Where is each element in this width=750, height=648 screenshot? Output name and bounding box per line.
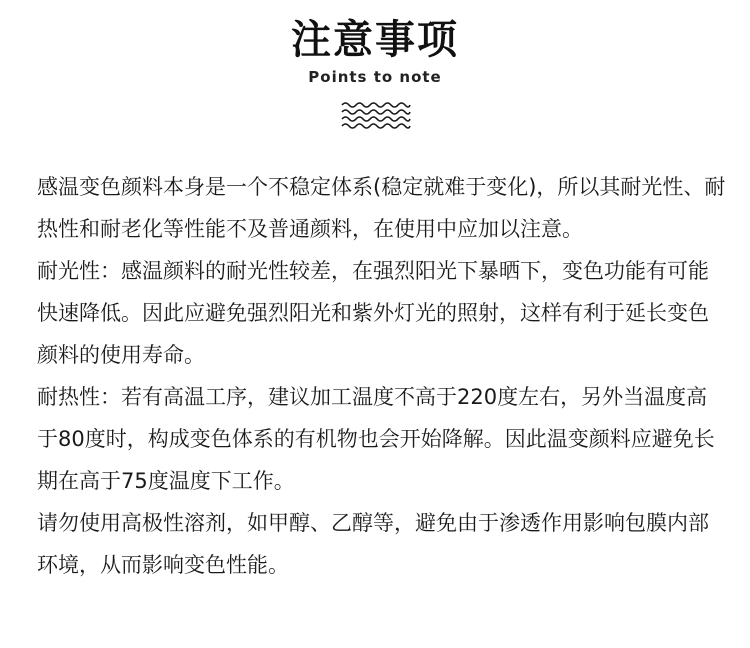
paragraph-heat-resistance: 耐热性：若有高温工序，建议加工温度不高于220度左右，另外当温度高于80度时，构成变色体系的有机物也会开始降解。因此温变颜料应避免长期在高于75度温度下工作。 <box>37 385 715 493</box>
wave-divider-icon <box>341 100 411 132</box>
page-subtitle: Points to note <box>308 68 442 86</box>
paragraph-solvent-warning: 请勿使用高极性溶剂，如甲醇、乙醇等，避免由于渗透作用影响包膜内部环境，从而影响变色性能。 <box>37 511 709 577</box>
notes-content <box>37 166 727 586</box>
paragraph-light-resistance: 耐光性：感温颜料的耐光性较差，在强烈阳光下暴晒下，变色功能有可能快速降低。因此应避免强烈阳光和紫外灯光的照射，这样有利于延长变色颜料的使用寿命。 <box>37 259 709 367</box>
page-title: 注意事项 <box>291 17 459 63</box>
paragraph-intro: 感温变色颜料本身是一个不稳定体系(稳定就难于变化)，所以其耐光性、耐热性和耐老化等性能不及普通颜料，在使用中应加以注意。 <box>37 175 726 241</box>
